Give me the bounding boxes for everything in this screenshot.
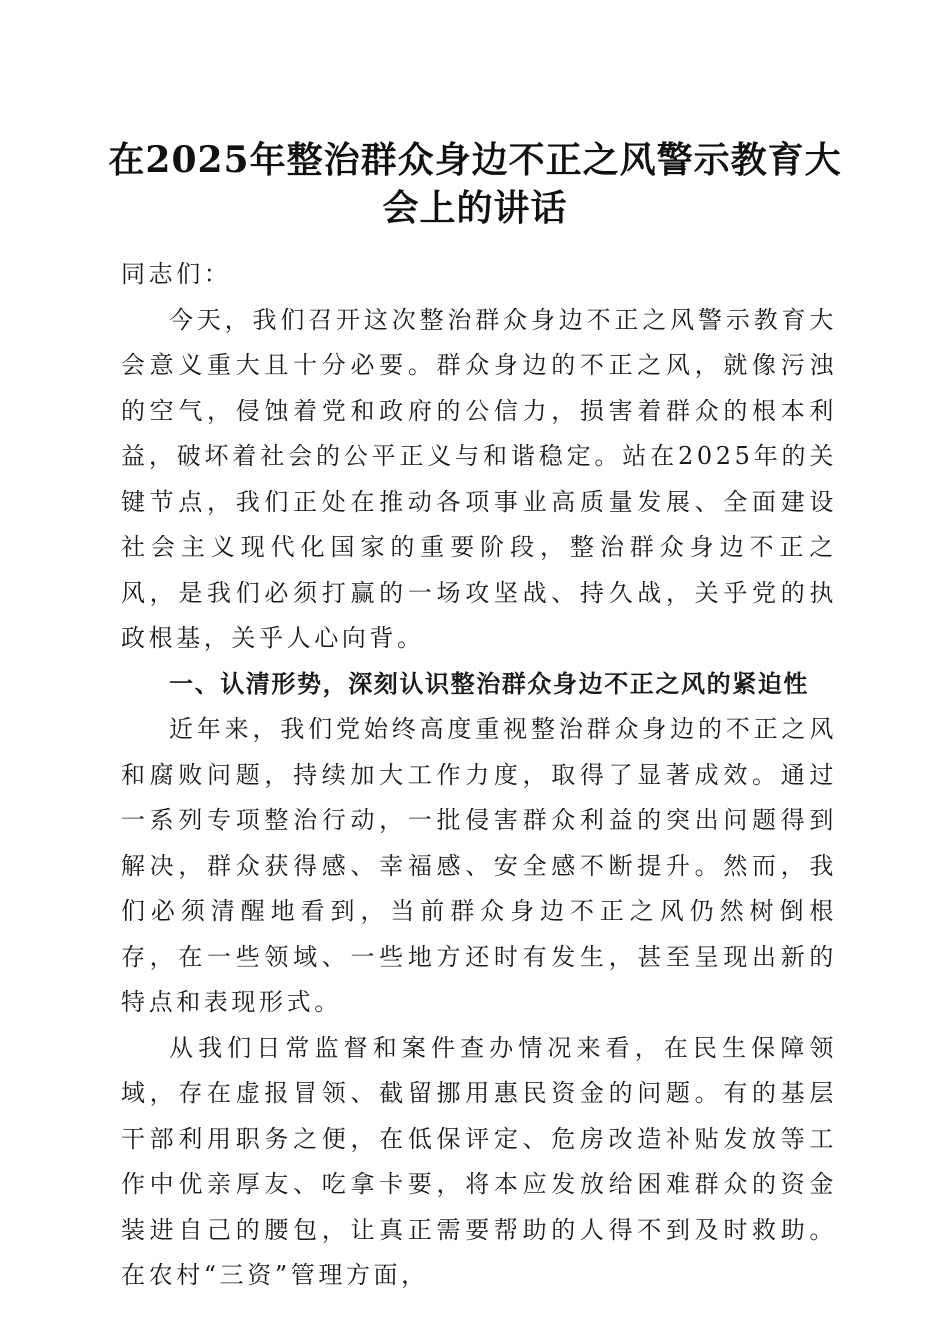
paragraph-cases: 从我们日常监督和案件查办情况来看，在民生保障领域，存在虚报冒领、截留挪用惠民资金的问题。有的基层干部利用职务之便，在低保评定、危房改造补贴发放等工作中优亲厚友、吃拿卡要，将本应发放给困难群众的资金装进自己的腰包，让真正需要帮助的人得不到及时救助。在农村“三资”管理方面， bbox=[121, 1033, 837, 1289]
document-title bbox=[100, 136, 850, 232]
paragraph-intro: 今天，我们召开这次整治群众身边不正之风警示教育大会意义重大且十分必要。群众身边的不正之风，就像污浊的空气，侵蚀着党和政府的公信力，损害着群众的根本利益，破坏着社会的公平正义与和谐稳定。站在2025年的关键节点，我们正处在推动各项事业高质量发展、全面建设社会主义现代化国家的重要阶段，整治群众身边不正之风，是我们必须打赢的一场攻坚战、持久战，关乎党的执政根基，关乎人心向背。 bbox=[121, 305, 837, 652]
title-line-1: 在2025年整治群众身边不正之风警示教育大 bbox=[108, 139, 842, 181]
paragraph-situation: 近年来，我们党始终高度重视整治群众身边的不正之风和腐败问题，持续加大工作力度，取得了显著成效。通过一系列专项整治行动，一批侵害群众利益的突出问题得到解决，群众获得感、幸福感、安全感不断提升。然而，我们必须清醒地看到，当前群众身边不正之风仍然树倒根存，在一些领域、一些地方还时有发生，甚至呈现出新的特点和表现形式。 bbox=[121, 715, 837, 1016]
salutation: 同志们： bbox=[121, 260, 232, 288]
section-heading-1: 一、认清形势，深刻认识整治群众身边不正之风的紧迫性 bbox=[169, 669, 809, 698]
document-body bbox=[121, 252, 837, 1299]
title-line-2: 会上的讲话 bbox=[382, 187, 568, 229]
